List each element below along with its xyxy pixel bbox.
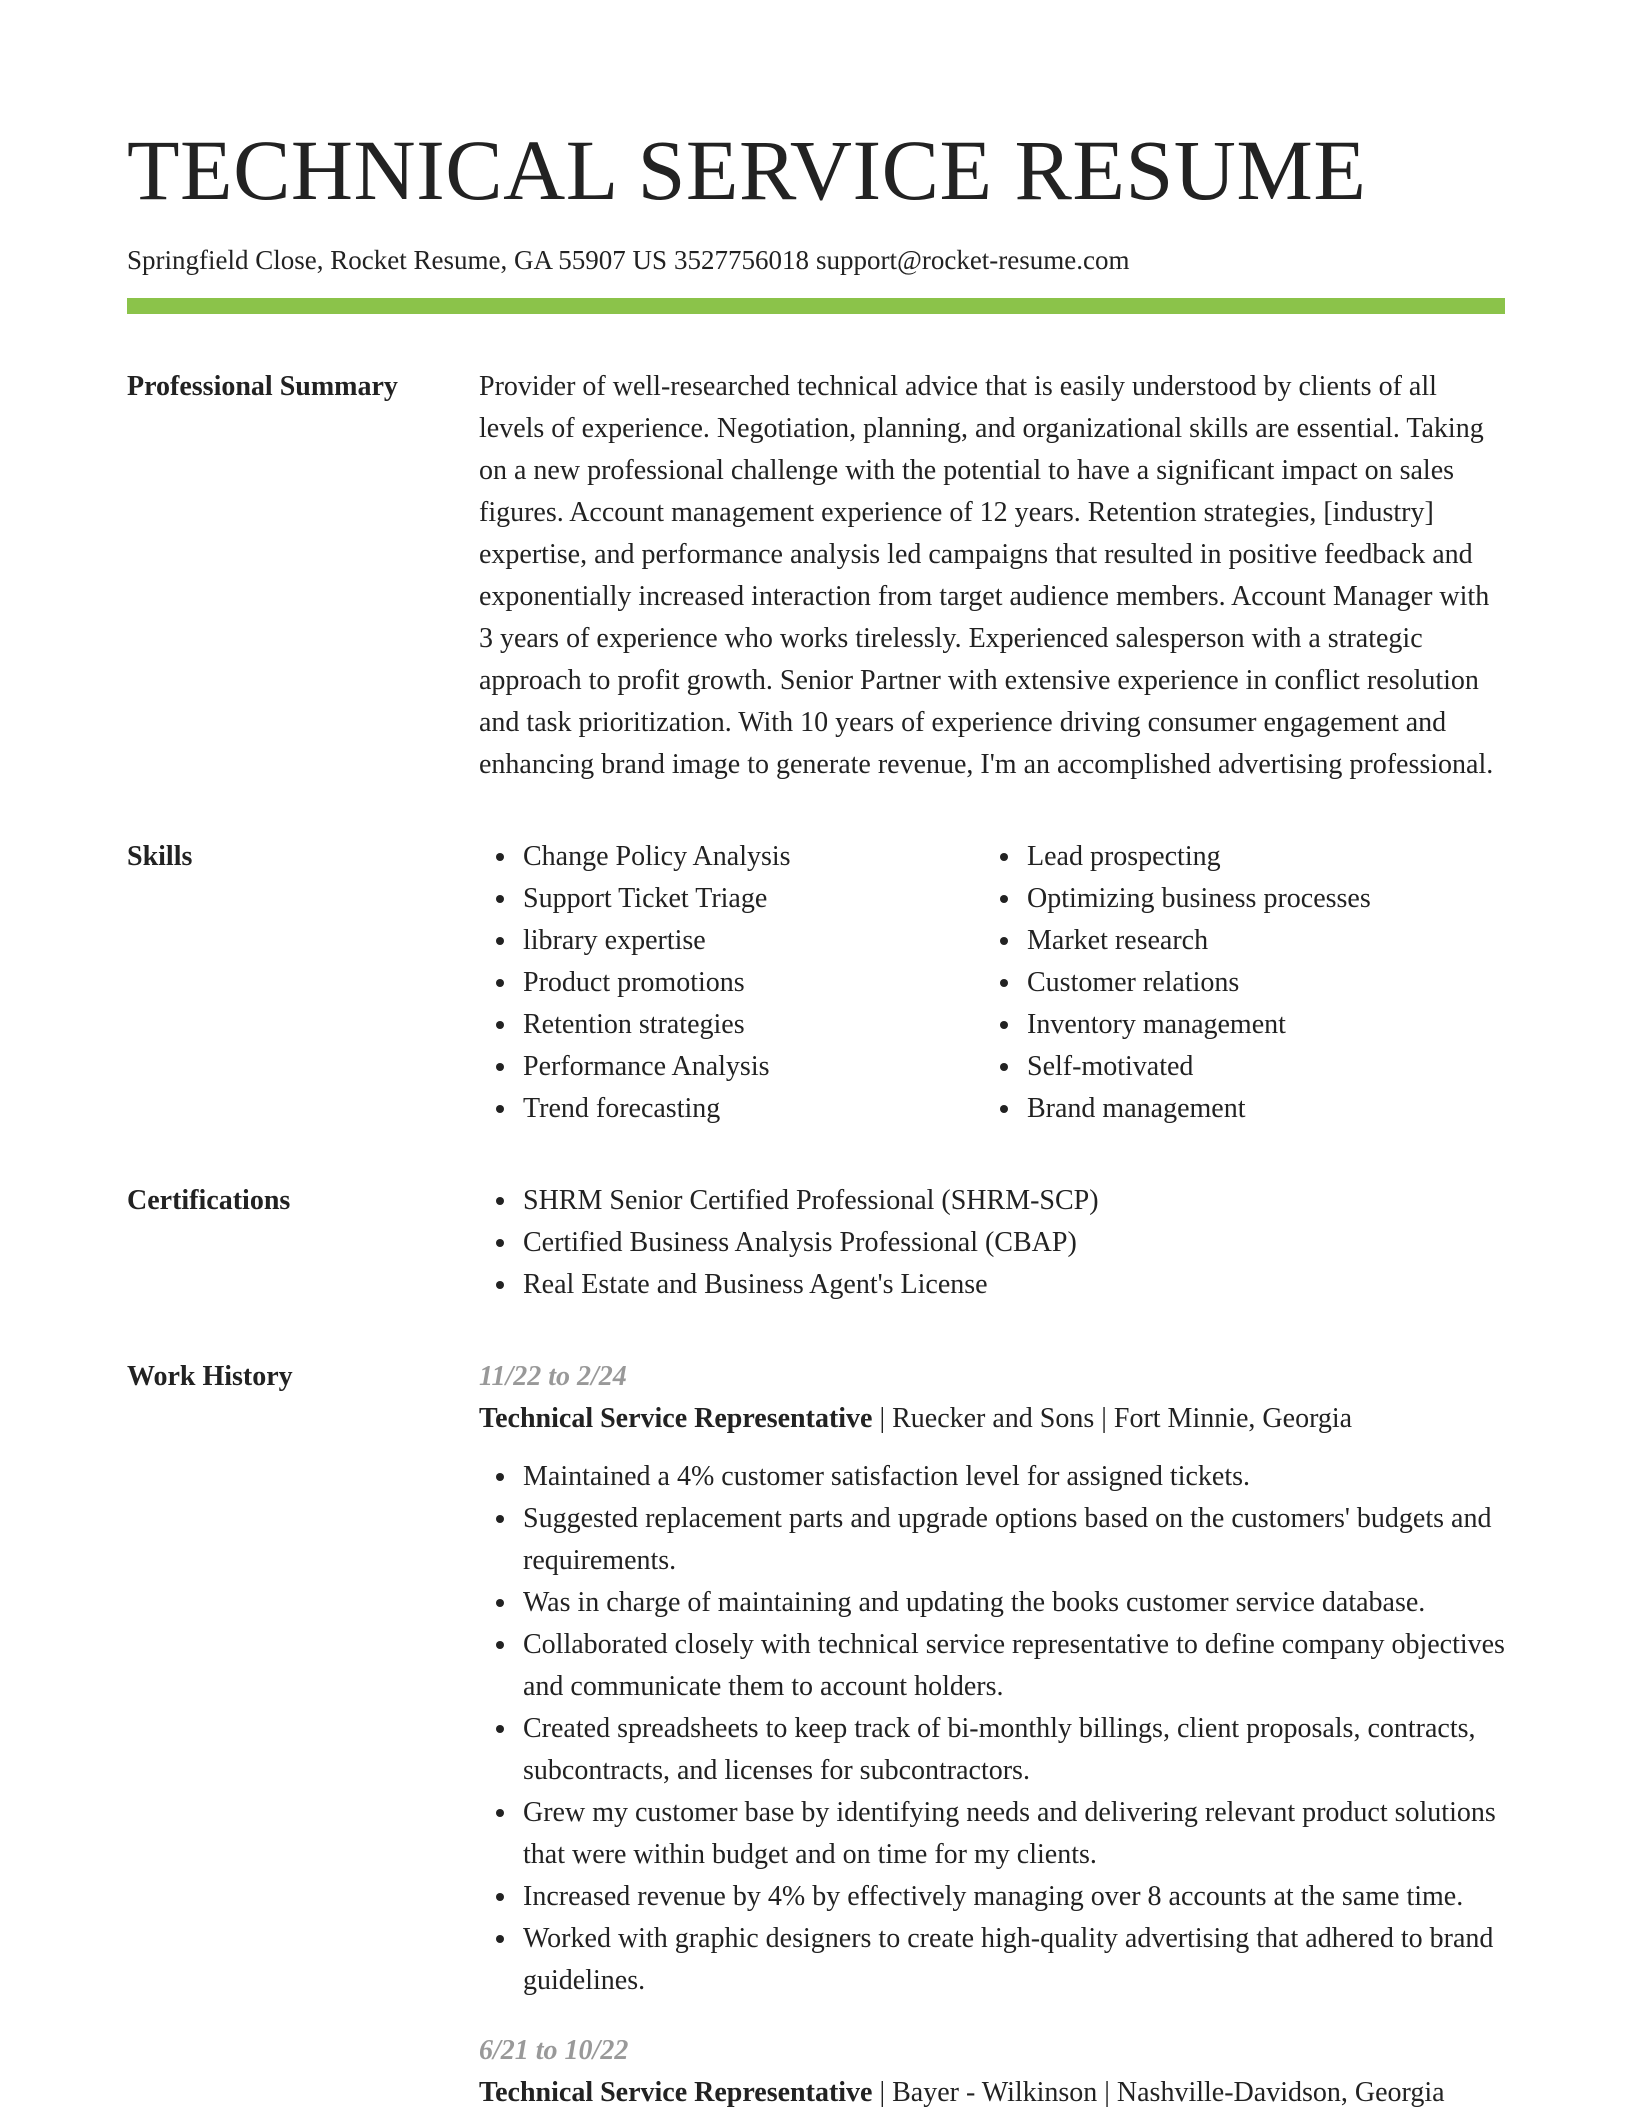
work-history-body	[479, 1356, 1505, 2112]
skill-item: Product promotions	[479, 962, 983, 1004]
contact-line	[127, 242, 1505, 278]
resume-title: TECHNICAL SERVICE RESUME	[127, 122, 1367, 218]
skill-item: Trend forecasting	[479, 1088, 983, 1130]
job-details: | Bayer - Wilkinson | Nashville-Davidson, Georgia	[872, 2077, 1445, 2108]
job-bullet: Maintained a 4% customer satisfaction level for assigned tickets.	[479, 1456, 1505, 1498]
skills-list-left	[479, 836, 983, 1130]
job-bullet: Suggested replacement parts and upgrade options based on the customers' budgets and requirements.	[479, 1498, 1505, 1582]
job-role: Technical Service Representative	[479, 2077, 873, 2108]
skill-item: Change Policy Analysis	[479, 836, 983, 878]
certifications-heading: Certifications	[127, 1185, 291, 1216]
skill-item: Retention strategies	[479, 1004, 983, 1046]
skill-item: Self-motivated	[983, 1046, 1505, 1088]
certification-item: Certified Business Analysis Professional (CBAP)	[479, 1222, 1505, 1264]
certifications-section	[127, 1180, 1505, 1306]
job-bullet: Was in charge of maintaining and updating the books customer service database.	[479, 1582, 1505, 1624]
job-bullets	[479, 1456, 1505, 2002]
job-bullet: Grew my customer base by identifying needs and delivering relevant product solutions that were within budget and on time for my clients.	[479, 1792, 1505, 1876]
skills-body	[479, 836, 1505, 1130]
job-dates: 6/21 to 10/22	[479, 2035, 629, 2066]
contact-address: Springfield Close, Rocket Resume, GA 55907 US	[127, 245, 667, 275]
job-title-line	[479, 1398, 1505, 1440]
certification-item: SHRM Senior Certified Professional (SHRM-SCP)	[479, 1180, 1505, 1222]
work-history-heading: Work History	[127, 1361, 293, 1392]
certification-item: Real Estate and Business Agent's License	[479, 1264, 1505, 1306]
work-history-section	[127, 1356, 1505, 2112]
job-details: | Ruecker and Sons | Fort Minnie, Georgia	[872, 1403, 1353, 1434]
skill-item: library expertise	[479, 920, 983, 962]
job-bullet: Worked with graphic designers to create high-quality advertising that adhered to brand guidelines.	[479, 1918, 1505, 2002]
skill-item: Market research	[983, 920, 1505, 962]
skill-item: Brand management	[983, 1088, 1505, 1130]
job-role: Technical Service Representative	[479, 1403, 873, 1434]
job-entry	[479, 1356, 1505, 2002]
certifications-list	[479, 1180, 1505, 1306]
job-bullet: Created spreadsheets to keep track of bi-monthly billings, client proposals, contracts, subcontracts, and licenses for subcontractors.	[479, 1708, 1505, 1792]
skill-item: Performance Analysis	[479, 1046, 983, 1088]
contact-email: support@rocket-resume.com	[815, 245, 1130, 275]
skill-item: Inventory management	[983, 1004, 1505, 1046]
job-dates: 11/22 to 2/24	[479, 1361, 627, 1392]
skill-item: Lead prospecting	[983, 836, 1505, 878]
job-bullet: Increased revenue by 4% by effectively managing over 8 accounts at the same time.	[479, 1876, 1505, 1918]
job-entry	[479, 2030, 1505, 2112]
summary-text: Provider of well-researched technical advice that is easily understood by clients of all levels of experience. Negotiation, planning, and organizational skills are essential. Taking on a new professional challenge with the potential to have a significant impact on sales figures. Account management experience of 12 years. Retention strategies, [industry] expertise, and performance analysis led campaigns that resulted in positive feedback and exponentially increased interaction from target audience members. Account Manager with 3 years of experience who works tirelessly. Experienced salesperson with a strategic approach to profit growth. Senior Partner with extensive experience in conflict resolution and task prioritization. With 10 years of experience driving consumer engagement and enhancing brand image to generate revenue, I'm an accomplished advertising professional.	[479, 371, 1494, 780]
summary-heading: Professional Summary	[127, 371, 398, 402]
summary-body	[479, 366, 1505, 786]
header-divider	[127, 298, 1505, 314]
skill-item: Support Ticket Triage	[479, 878, 983, 920]
certifications-body	[479, 1180, 1505, 1306]
summary-section	[127, 366, 1505, 786]
skill-item: Customer relations	[983, 962, 1505, 1004]
skills-list-right	[983, 836, 1505, 1130]
skills-heading: Skills	[127, 841, 193, 872]
job-title-line	[479, 2072, 1505, 2112]
skills-section	[127, 836, 1505, 1130]
skill-item: Optimizing business processes	[983, 878, 1505, 920]
contact-phone: 3527756018	[673, 245, 809, 275]
job-bullet: Collaborated closely with technical service representative to define company objectives and communicate them to account holders.	[479, 1624, 1505, 1708]
